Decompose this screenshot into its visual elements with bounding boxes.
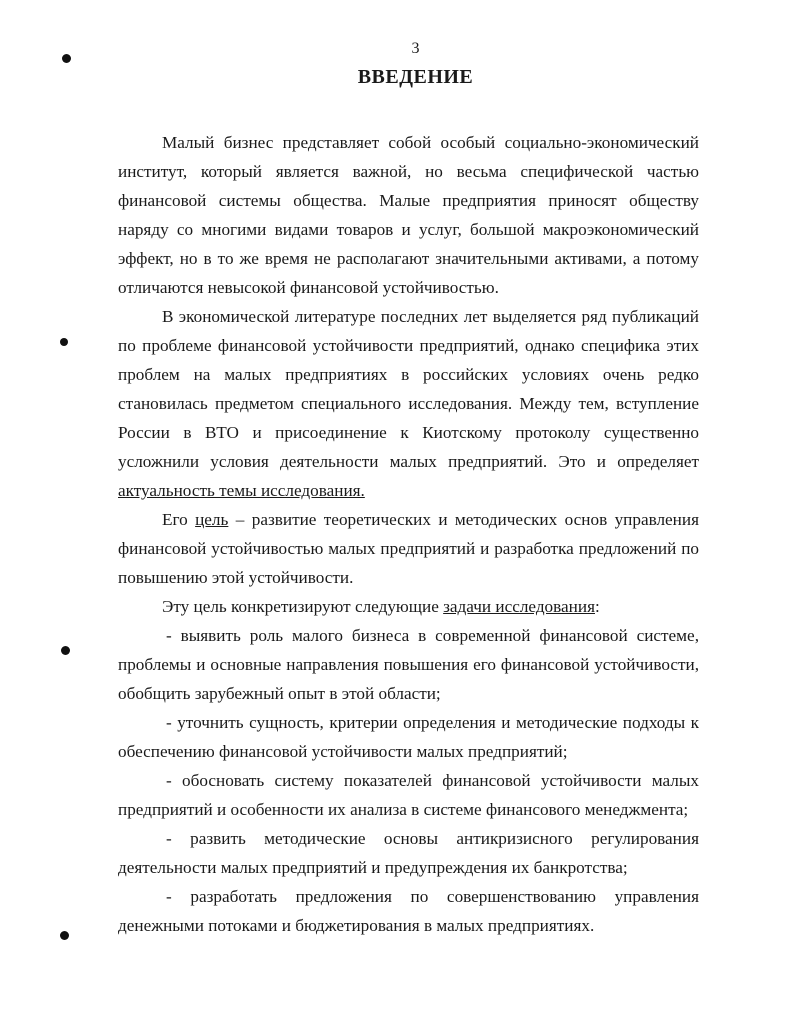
scan-mark [60, 338, 68, 346]
paragraph-text: В экономической литературе последних лет выделяется ряд публикаций по проблеме финансовой устойчивости предприятий, однако специфика этих проблем на малых предприятиях в российских условиях очень редко становилась предметом специального исследования. Между тем, вступление России в ВТО и присоединение к Киотскому протоколу существенно усложнили условия деятельности малых предприятий. Это и определяет [118, 307, 699, 471]
paragraph-text: Его [162, 510, 196, 529]
page-title: ВВЕДЕНИЕ [357, 66, 474, 88]
scan-mark [60, 931, 69, 940]
task-item: - развить методические основы антикризисного регулирования деятельности малых предприятий и предупреждения их банкротства; [118, 829, 699, 877]
paragraph-text: – развитие теоретических и методических основ управления финансовой устойчивостью малых предприятий и разработка предложений по повышению этой устойчивости. [118, 510, 699, 587]
tasks-term: задачи исследования [443, 597, 595, 616]
scan-mark [61, 646, 70, 655]
paragraph-text: Эту цель конкретизируют следующие [162, 597, 444, 616]
goal-term: цель [195, 510, 229, 529]
paragraph-intro: Малый бизнес представляет собой особый социально-экономический институт, который является важной, но весьма специфической частью финансовой системы общества. Малые предприятия приносят обществу наряду со многими видами товаров и услуг, большой макроэкономический эффект, но в то же время не располагают значительными активами, а потому отличаются невысокой финансовой устойчивостью. [118, 133, 699, 297]
task-item: - выявить роль малого бизнеса в современной финансовой системе, проблемы и основные направления повышения его финансовой устойчивости, обобщить зарубежный опыт в этой области; [118, 626, 699, 703]
paragraph-text: : [594, 597, 600, 616]
task-item: - уточнить сущность, критерии определения и методические подходы к обеспечению финансовой устойчивости малых предприятий; [118, 713, 699, 761]
task-item: - разработать предложения по совершенствованию управления денежными потоками и бюджетирования в малых предприятиях. [118, 887, 699, 935]
paragraph-goal [118, 505, 699, 592]
paragraph-relevance [118, 302, 699, 505]
paragraph-tasks-intro [118, 592, 699, 621]
task-item: - обосновать систему показателей финансовой устойчивости малых предприятий и особенности их анализа в системе финансового менеджмента; [118, 771, 699, 819]
document-body [118, 128, 699, 940]
scan-mark [62, 54, 71, 63]
relevance-term: актуальность темы исследования. [118, 481, 365, 500]
page-number: 3 [411, 40, 420, 57]
